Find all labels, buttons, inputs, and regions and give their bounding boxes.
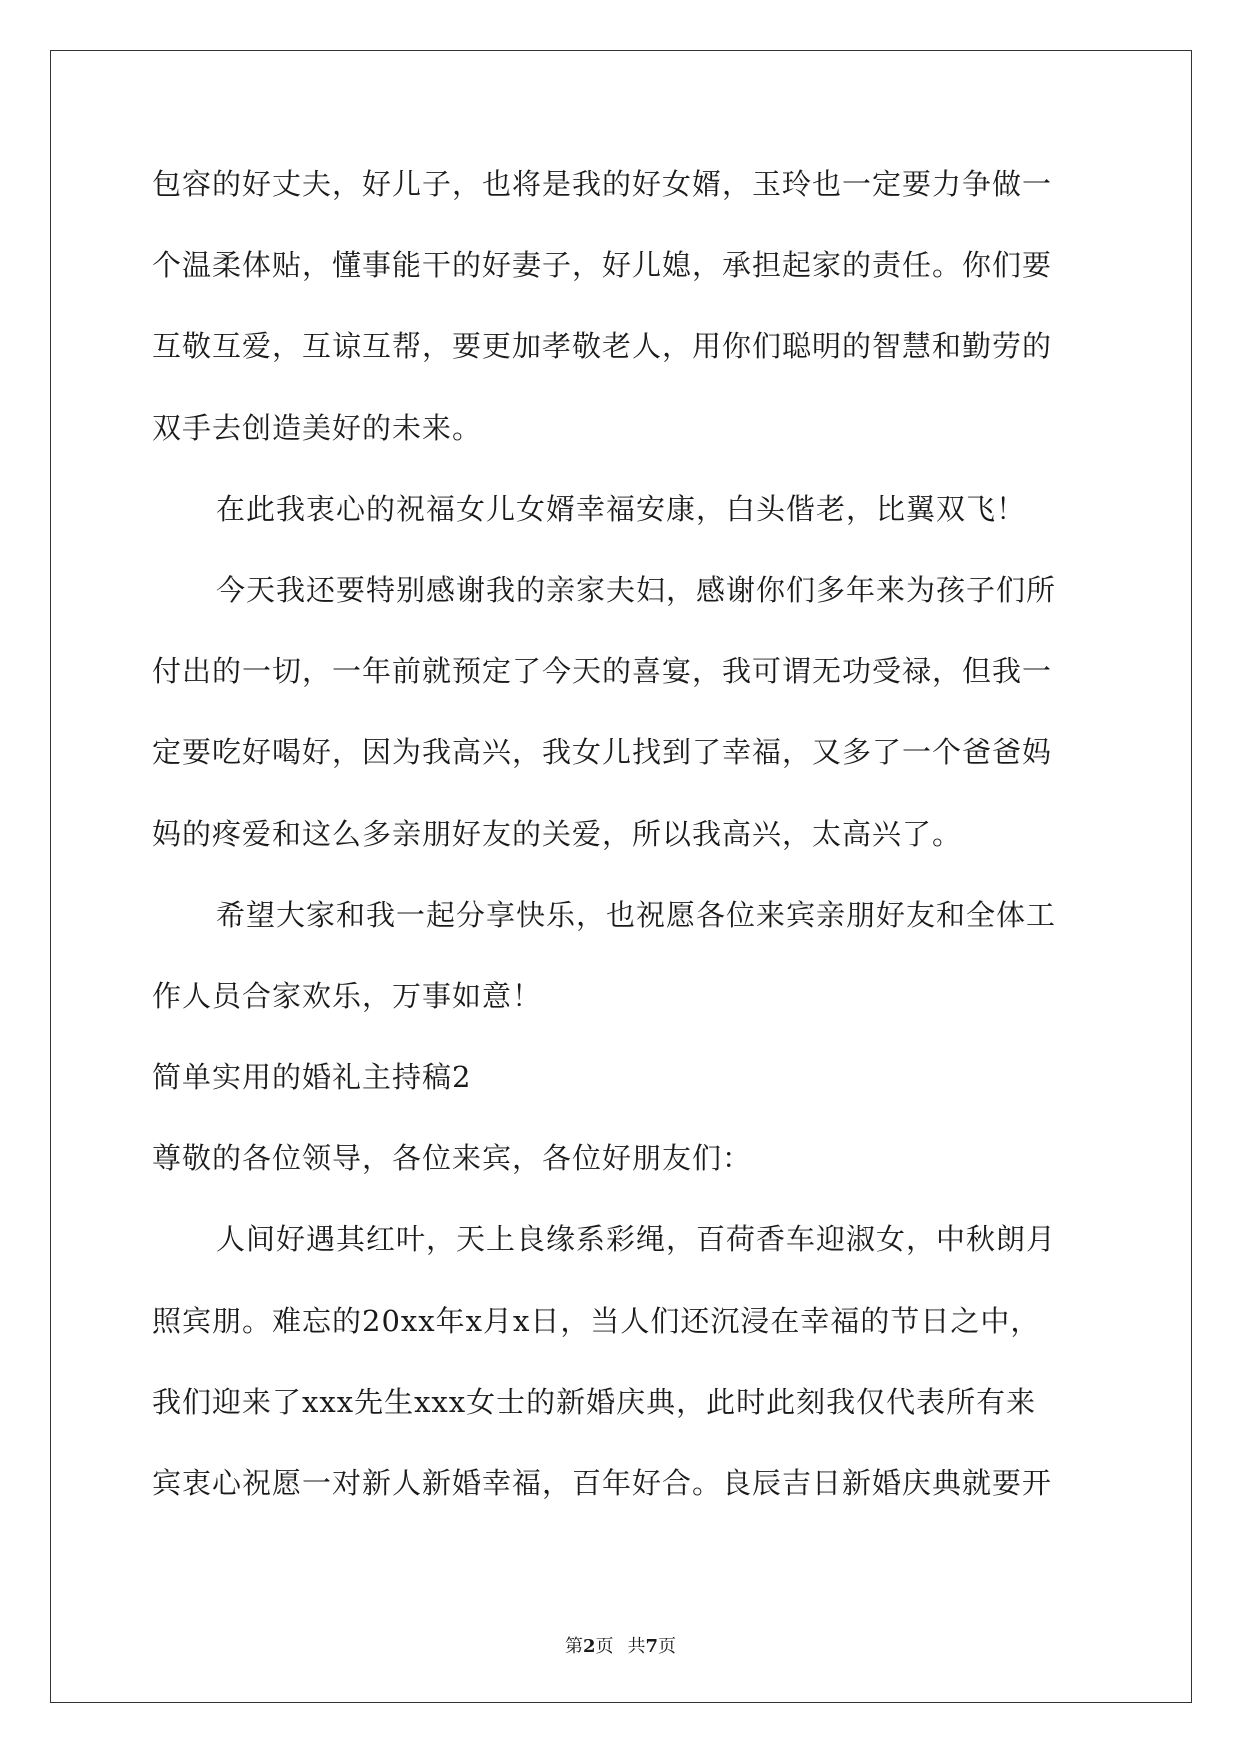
document-body <box>152 156 1092 1536</box>
page-current: 2 <box>582 1636 596 1657</box>
page-total: 7 <box>645 1636 659 1657</box>
text-line: 付出的一切，一年前就预定了今天的喜宴，我可谓无功受禄，但我一 <box>152 654 1053 689</box>
text-line: 今天我还要特别感谢我的亲家夫妇，感谢你们多年来为孩子们所 <box>216 572 1057 607</box>
text-line: 照宾朋。难忘的20xx年x月x日，当人们还沉浸在幸福的节日之中， <box>152 1303 1041 1338</box>
text-line: 个温柔体贴，懂事能干的好妻子，好儿媳，承担起家的责任。你们要 <box>152 248 1053 283</box>
text-line: 互敬互爱，互谅互帮，要更加孝敬老人，用你们聪明的智慧和勤劳的 <box>152 329 1053 364</box>
page-suffix: 页 <box>595 1636 614 1657</box>
text-line: 双手去创造美好的未来。 <box>152 410 483 445</box>
text-line: 我们迎来了xxx先生xxx女士的新婚庆典，此时此刻我仅代表所有来 <box>152 1384 1037 1419</box>
text-line: 希望大家和我一起分享快乐，也祝愿各位来宾亲朋好友和全体工 <box>216 897 1057 932</box>
page-footer <box>0 1632 1241 1658</box>
text-line: 妈的疼爱和这么多亲朋好友的关爱，所以我高兴，太高兴了。 <box>152 816 963 851</box>
total-suffix: 页 <box>658 1636 677 1657</box>
page-prefix: 第 <box>564 1636 583 1657</box>
text-line: 在此我衷心的祝福女儿女婿幸福安康，白头偕老，比翼双飞！ <box>216 491 1027 526</box>
text-line: 包容的好丈夫，好儿子，也将是我的好女婿，玉玲也一定要力争做一 <box>152 167 1053 201</box>
total-prefix: 共 <box>627 1636 646 1657</box>
text-line: 人间好遇其红叶，天上良缘系彩绳，百荷香车迎淑女，中秋朗月 <box>216 1222 1057 1257</box>
section-heading: 简单实用的婚礼主持稿2 <box>152 1060 472 1095</box>
text-line: 作人员合家欢乐，万事如意！ <box>152 978 543 1013</box>
text-line: 定要吃好喝好，因为我高兴，我女儿找到了幸福，又多了一个爸爸妈 <box>152 735 1053 770</box>
salutation: 尊敬的各位领导，各位来宾，各位好朋友们： <box>152 1141 753 1176</box>
text-line: 宾衷心祝愿一对新人新婚幸福，百年好合。良辰吉日新婚庆典就要开 <box>152 1466 1053 1500</box>
